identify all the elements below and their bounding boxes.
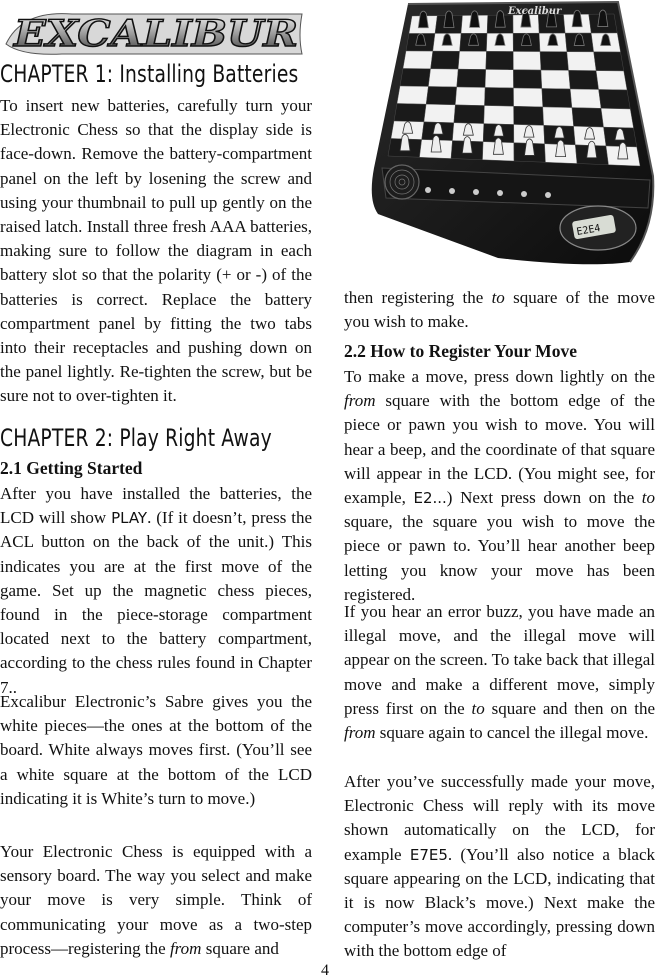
- board-square: [458, 51, 486, 69]
- board-square: [513, 70, 542, 89]
- board-square: [397, 86, 428, 104]
- board-square: [601, 108, 633, 128]
- register-move-paragraph: To make a move, press down lightly on the from square with the bottom edge of the piece or pawn you wish to move. You will hear a beep, and the coordinate of that square will appear in the LCD. (You might see, for example, E2...) Next press down on the to square, the square you wish to move the piece or pawn to. You’ll hear another beep letting you know your move has been registered.: [344, 367, 655, 604]
- lcd-display-text: E2E4: [575, 222, 602, 239]
- board-square: [485, 69, 513, 88]
- board-square: [514, 88, 543, 107]
- illegal-move-paragraph: If you hear an error buzz, you have made an illegal move, and the illegal move will appear on the screen. To take back that illegal move and make a different move, simply press first on the to square and then on the from square again to cancel the illegal move.: [344, 602, 656, 743]
- board-square: [572, 108, 604, 128]
- then-registering-paragraph: then registering the to square of the move you wish to make.: [344, 288, 655, 332]
- chapter-1-body: To insert new batteries, carefully turn your Electronic Chess so that the display side is face-down. Remove the battery-compartment panel on the left by losening the screw and using your thumbnail to pull up gently on the raised latch. Install three fresh AAA batteries, making sure to follow the diagram in each battery slot so that the polarity (+ or -) of the batteries is correct. Replace the battery compartment panel by fitting the two tabs into their receptacles and pushing down on the panel lightly. Re-tighten the screw, but be sure not to over-tighten it.: [0, 96, 312, 406]
- chapter-1-heading: CHAPTER 1: Installing Batteries: [0, 60, 299, 88]
- page-number: 4: [321, 962, 329, 979]
- board-square: [596, 71, 627, 90]
- lcd-e2-code: E2...: [413, 489, 447, 508]
- board-square: [455, 87, 485, 106]
- lcd-e7e5-code: E7E5: [409, 845, 448, 864]
- board-square: [394, 104, 426, 122]
- board-square: [424, 104, 455, 123]
- excalibur-logo: [2, 4, 308, 58]
- sensory-board-paragraph: Your Electronic Chess is equipped with a sensory board. The way you select and make your move is very simple. Think of communicating your move as a two-step process—registering the from square and: [0, 842, 312, 958]
- chess-computer-photo: [368, 0, 657, 268]
- board-square: [400, 69, 431, 87]
- chapter-2-heading: CHAPTER 2: Play Right Away: [0, 424, 272, 452]
- lcd-play-code: PLAY: [111, 509, 148, 528]
- getting-started-paragraph: After you have installed the batteries, the LCD will show PLAY. (If it doesn’t, press the ACL button on the back of the unit.) This indicates you are at the first move of the game. Set up the magnetic chess pieces, found in the piece-storage compartment located next to the battery compartment, according to the chess rules found in Chapter 7..: [0, 484, 313, 697]
- board-square: [540, 52, 569, 71]
- board-square: [569, 70, 599, 89]
- board-square: [403, 51, 433, 69]
- computer-reply-paragraph: After you’ve successfully made your move, Electronic Chess will reply with its move shown automatically on the LCD, for example E7E5. (You’ll also notice a black square appearing on the LCD, indicating that it is now Black’s move.) Next make the computer’s move accordingly, pressing down with the bottom edge of: [344, 772, 656, 961]
- board-square: [454, 105, 485, 124]
- board-square: [542, 89, 572, 108]
- board-square: [514, 106, 544, 125]
- board-square: [431, 51, 460, 69]
- board-square: [541, 70, 570, 89]
- board-square: [428, 69, 458, 87]
- board-square: [484, 106, 514, 125]
- board-square: [594, 52, 624, 71]
- board-square: [570, 89, 601, 108]
- board-square: [543, 107, 574, 126]
- white-pieces-paragraph: Excalibur Electronic’s Sabre gives you the white pieces—the ones at the bottom of the board. White always moves first. (You’ll see a white square at the bottom of the LCD indicating it is White’s turn to move.): [0, 692, 312, 808]
- board-square: [513, 52, 541, 71]
- section-2-1-heading: 2.1 Getting Started: [0, 458, 143, 478]
- board-square: [426, 87, 457, 105]
- svg-text:EXCALIBUR: EXCALIBUR: [12, 13, 298, 55]
- board-square: [484, 88, 513, 107]
- board-square: [457, 69, 486, 87]
- board-square: [599, 90, 631, 110]
- board-square: [486, 51, 514, 69]
- device-brand-label: Excalibur: [508, 6, 562, 17]
- section-2-2-heading: 2.2 How to Register Your Move: [344, 341, 577, 361]
- board-square: [567, 52, 596, 71]
